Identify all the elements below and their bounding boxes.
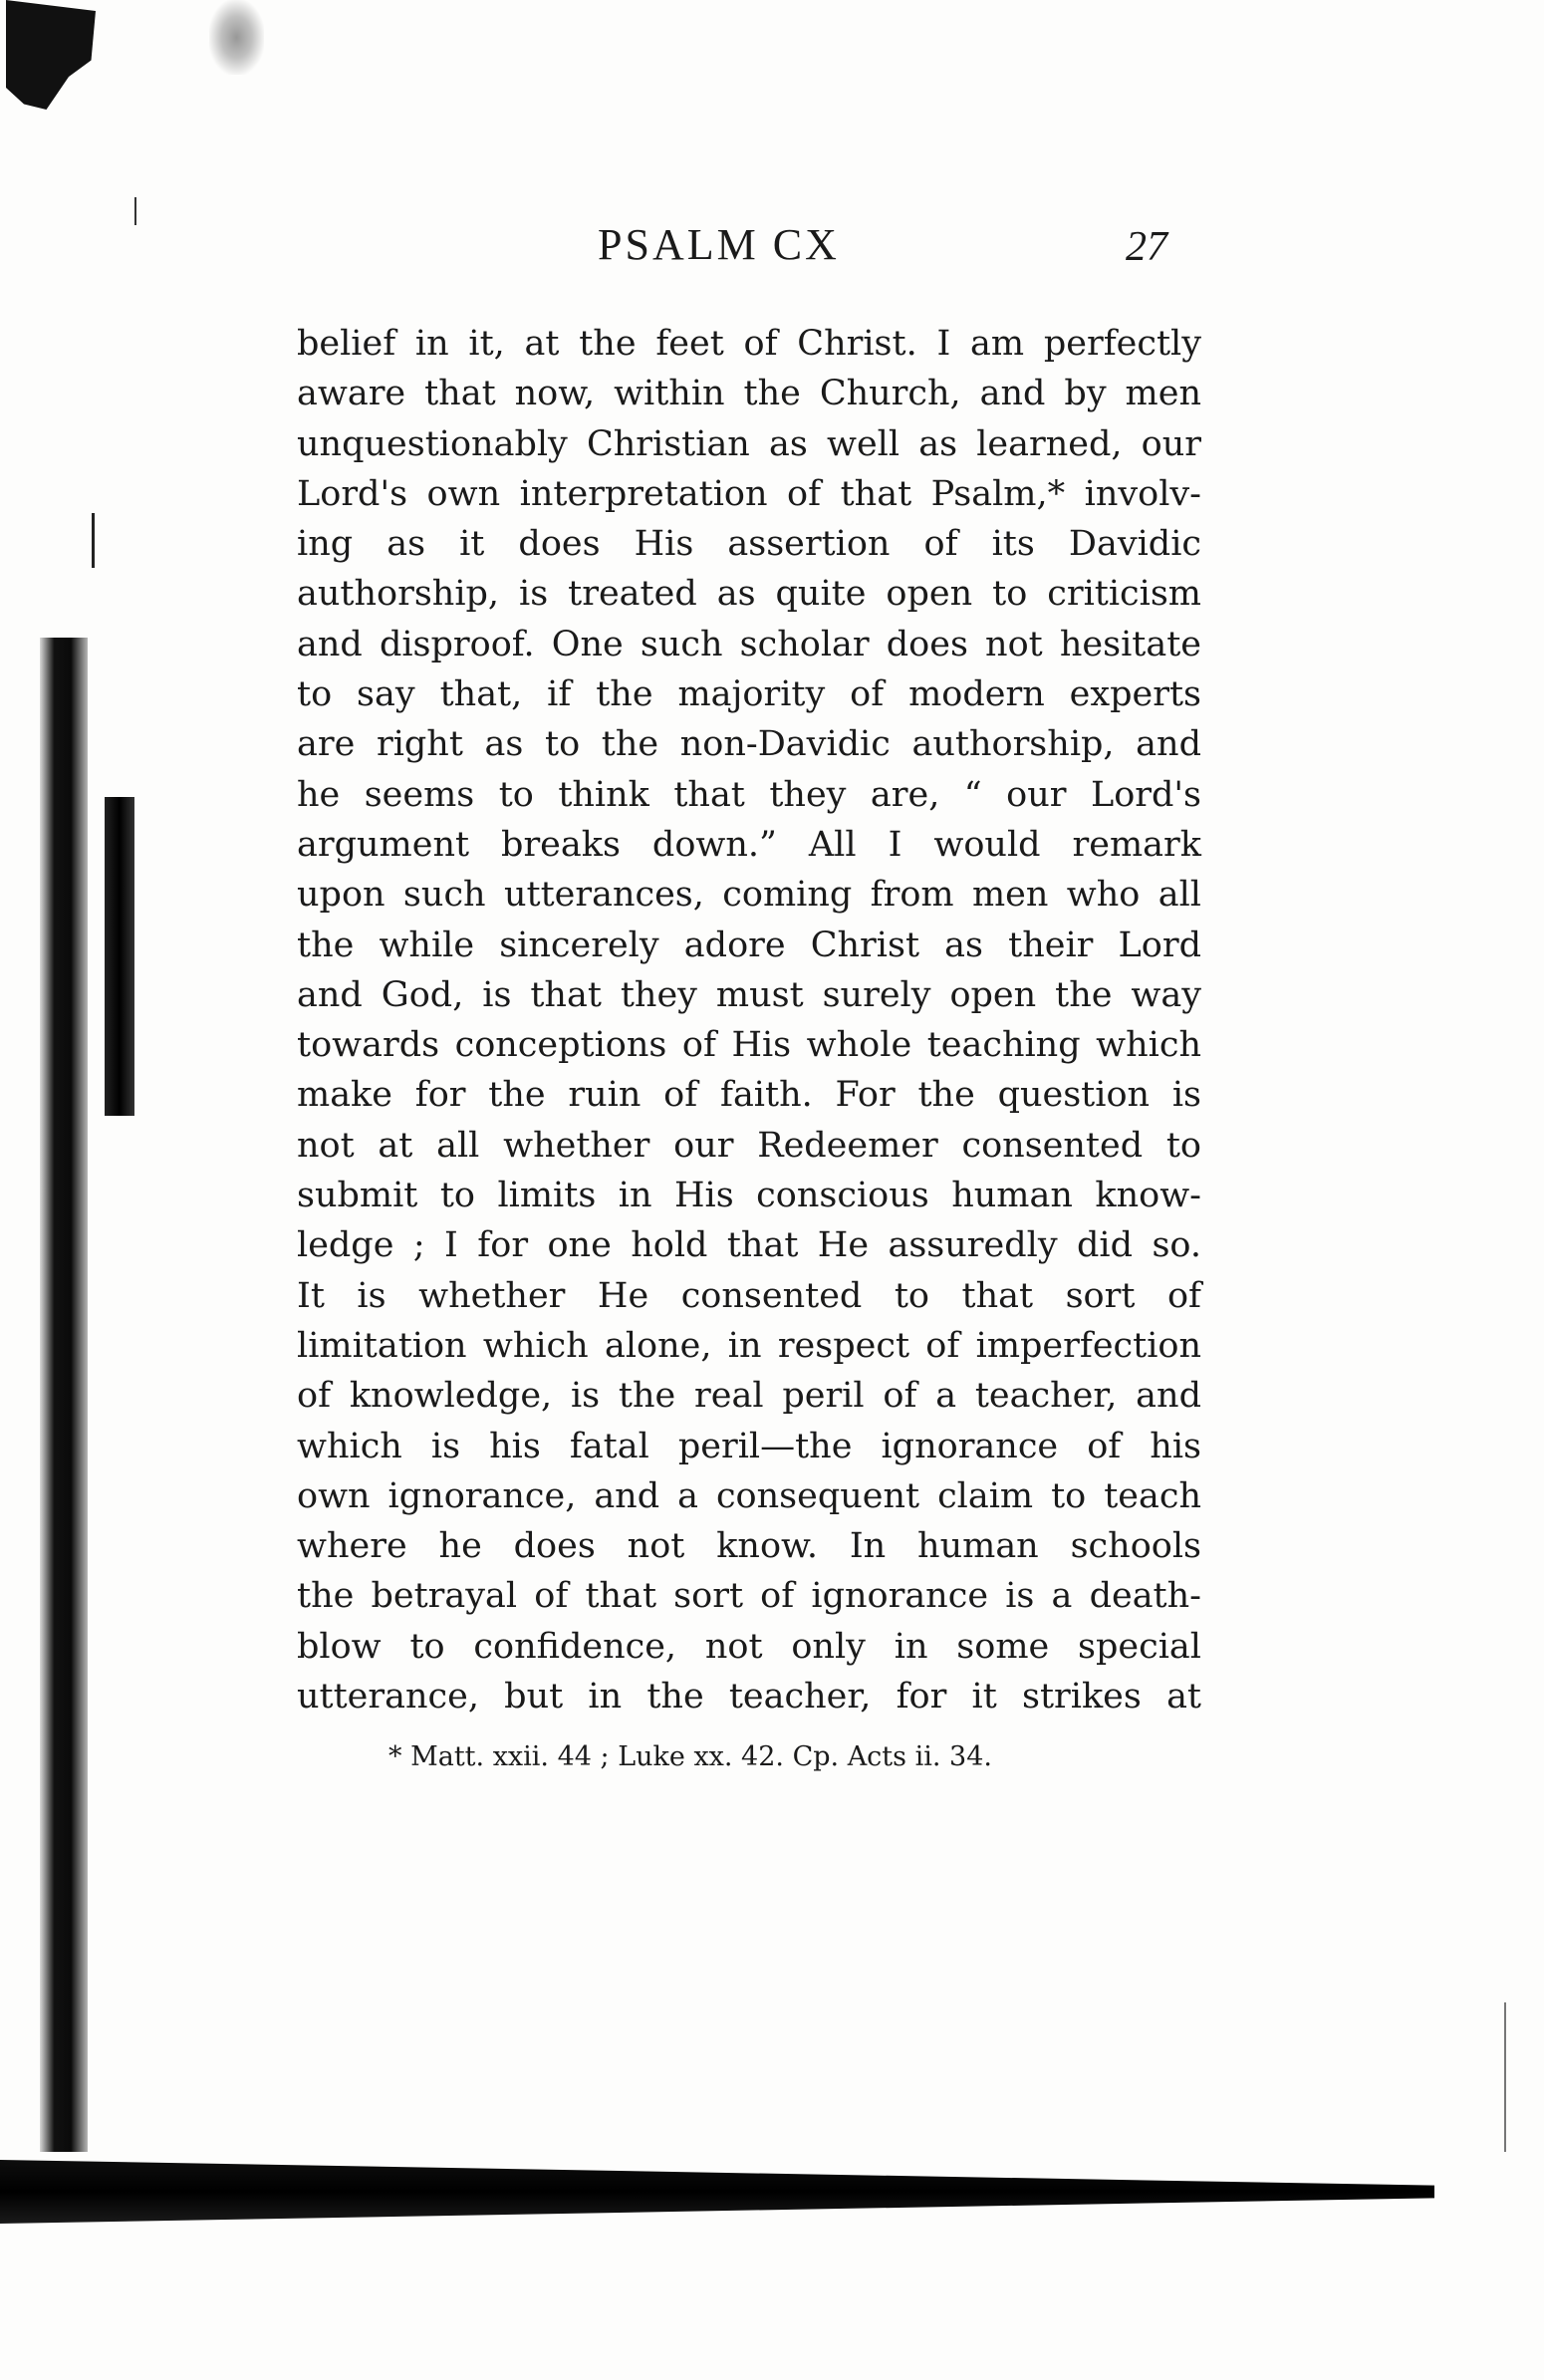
text-line: unquestionably Christian as well as learned, our [297,423,1201,464]
text-line: aware that now, within the Church, and by men [297,374,1201,414]
text-line: make for the ruin of faith. For the question is [297,1075,1201,1116]
text-line: utterance, but in the teacher, for it strikes at [297,1677,1201,1718]
text-line: towards conceptions of His whole teaching which [297,1025,1201,1066]
text-line: the while sincerely adore Christ as their Lord [297,925,1201,965]
scan-artifact-binding-shadow-inner [105,797,134,1116]
text-line: authorship, is treated as quite open to criticism [297,574,1201,615]
text-line: blow to confidence, not only in some special [297,1626,1201,1667]
text-line: to say that, if the majority of modern experts [297,674,1201,715]
body-text [297,319,1201,1721]
text-line: not at all whether our Redeemer consented to [297,1125,1201,1166]
text-line: limitation which alone, in respect of imperfection [297,1325,1201,1366]
text-line: submit to limits in His conscious human know- [297,1176,1201,1216]
text-line: and disproof. One such scholar does not hesitate [297,624,1201,664]
text-line: the betrayal of that sort of ignorance is a death- [297,1576,1201,1617]
text-line: Lord's own interpretation of that Psalm,* involv- [297,473,1201,514]
text-line: ing as it does His assertion of its Davidic [297,524,1201,565]
scan-artifact-binding-shadow [40,638,88,2152]
text-line: upon such utterances, coming from men who all [297,875,1201,916]
text-line: where he does not know. In human schools [297,1526,1201,1567]
text-line: It is whether He consented to that sort of [297,1275,1201,1316]
text-line: of knowledge, is the real peril of a teacher, and [297,1376,1201,1417]
text-line: are right as to the non-Davidic authorship, and [297,724,1201,765]
scan-artifact-right-line [1504,2002,1506,2152]
scan-artifact-line [92,513,95,568]
text-line: he seems to think that they are, “ our Lord's [297,774,1201,815]
running-title: PSALM CX [598,220,840,269]
running-head [0,219,1544,279]
text-line: ledge ; I for one hold that He assuredly did so. [297,1225,1201,1266]
text-line: and God, is that they must surely open the way [297,974,1201,1015]
scan-artifact-smudge [209,0,264,75]
page-number: 27 [1126,224,1167,270]
text-line: own ignorance, and a consequent claim to teach [297,1475,1201,1516]
footnote: * Matt. xxii. 44 ; Luke xx. 42. Cp. Acts ii. 34. [388,1741,992,1772]
scan-artifact-bottom-shadow [0,2160,1434,2224]
text-line: argument breaks down.” All I would remark [297,824,1201,865]
text-line: which is his fatal peril—the ignorance of his [297,1426,1201,1466]
scan-artifact-mark [6,0,96,110]
text-line: belief in it, at the feet of Christ. I am perfectly [297,324,1201,364]
